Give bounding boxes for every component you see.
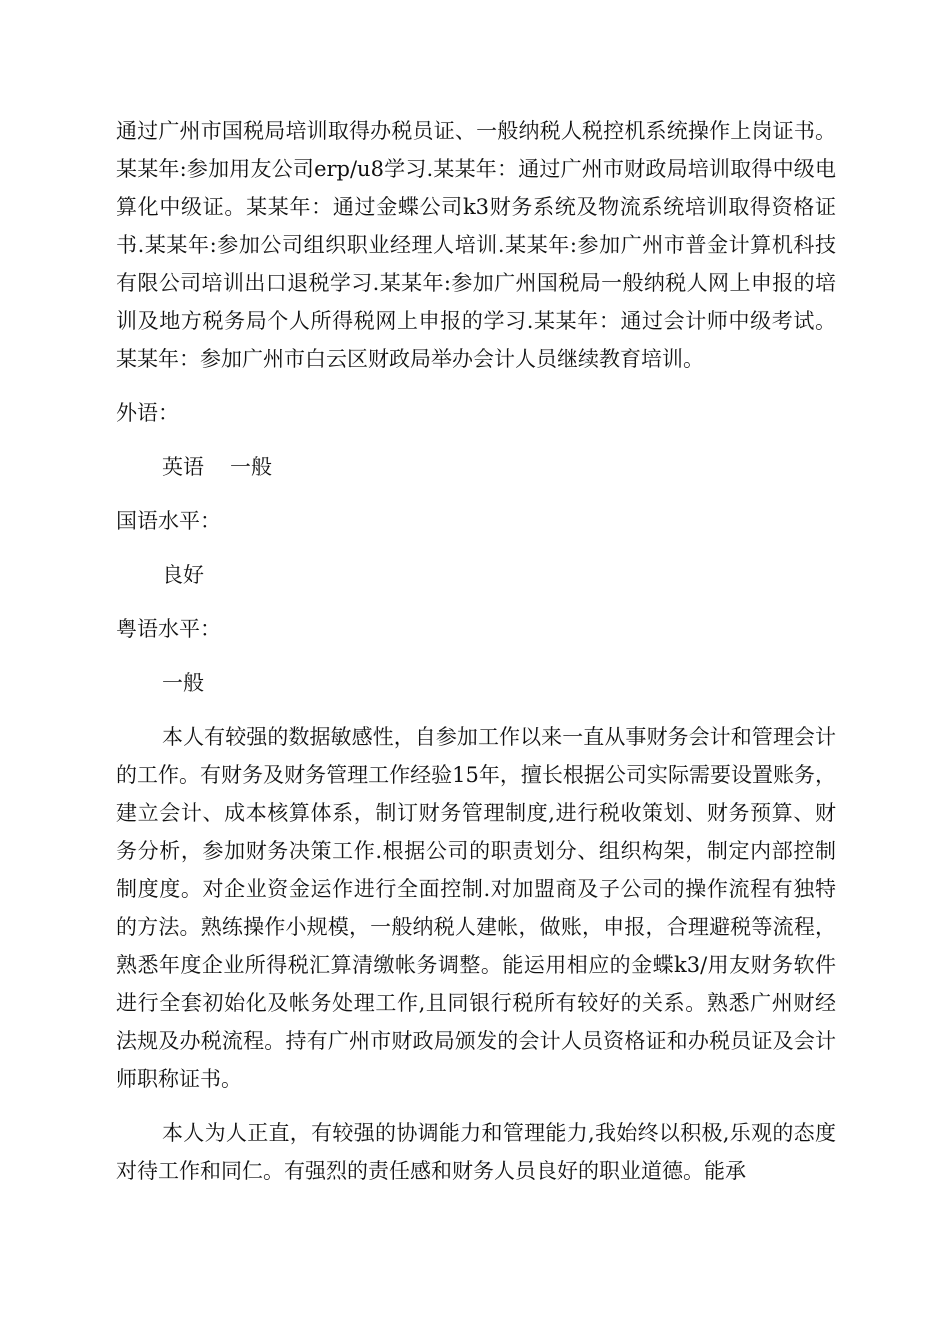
foreign-language-label: 外语： [116,401,179,425]
self-evaluation-paragraph-2: 本人为人正直，有较强的协调能力和管理能力,我始终以积极,乐观的态度对待工作和同仁。有强烈的责任感和财务人员良好的职业道德。能承 [116,1121,836,1183]
document-page [116,112,836,1190]
self-evaluation-paragraph-1: 本人有较强的数据敏感性，自参加工作以来一直从事财务会计和管理会计的工作。有财务及财务管理工作经验15年，擅长根据公司实际需要设置账务，建立会计、成本核算体系，制订财务管理制度,进行税收策划、财务预算、财务分析，参加财务决策工作.根据公司的职责划分、组织构架，制定内部控制制度度。对企业资金运作进行全面控制.对加盟商及子公司的操作流程有独特的方法。熟练操作小规模，一般纳税人建帐，做账，申报，合理避税等流程，熟悉年度企业所得税汇算清缴帐务调整。能运用相应的金蝶k3/用友财务软件进行全套初始化及帐务处理工作,且同银行税所有较好的关系。熟悉广州财经法规及办税流程。持有广州市财政局颁发的会计人员资格证和办税员证及会计师职称证书。 [116,725,836,1091]
cantonese-label: 粤语水平： [116,617,221,641]
foreign-language-row [116,448,836,486]
foreign-language-name: 英语 [162,455,204,479]
mandarin-level: 良好 [162,563,204,587]
cantonese-level: 一般 [162,671,204,695]
foreign-language-level: 一般 [230,455,272,479]
training-paragraph: 通过广州市国税局培训取得办税员证、一般纳税人税控机系统操作上岗证书。某某年:参加用友公司erp/u8学习.某某年：通过广州市财政局培训取得中级电算化中级证。某某年：通过金蝶公司k3财务系统及物流系统培训取得资格证书.某某年:参加公司组织职业经理人培训.某某年:参加广州市普金计算机科技有限公司培训出口退税学习.某某年:参加广州国税局一般纳税人网上申报的培训及地方税务局个人所得税网上申报的学习.某某年：通过会计师中级考试。某某年：参加广州市白云区财政局举办会计人员继续教育培训。 [116,119,836,371]
mandarin-label: 国语水平： [116,509,221,533]
